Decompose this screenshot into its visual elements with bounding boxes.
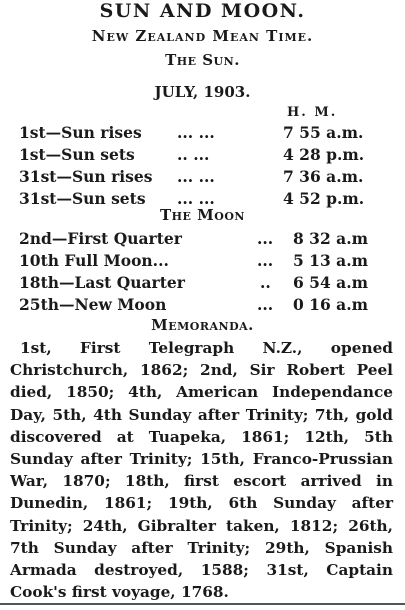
- moon-row-leaders: ...: [257, 295, 274, 314]
- sun-row-time: 7 55 a.m.: [283, 123, 364, 142]
- sun-row-event: 31st—Sun sets: [19, 189, 146, 208]
- moon-row: [0, 294, 405, 316]
- memoranda-text: 1st, First Telegraph N.Z., opened Christchurch, 1862; 2nd, Sir Robert Peel died, 1850; 4th, American Independance Day, 5th, 4th Sunday after Trinity; 7th, gold discovered at Tuapeka, 1861; 12th, 5th Sunday after Trinity; 15th, Franco-Prussian War, 1870; 18th, first escort arrived in Dunedin, 1861; 19th, 6th Sunday after Trinity; 24th, Gibralter taken, 1812; 26th, 7th Sunday after Trinity; 29th, Spanish Armada destroyed, 1588; 31st, Captain Cook's first voyage, 1768.: [10, 339, 393, 602]
- moon-row-event: 25th—New Moon: [19, 295, 167, 314]
- sun-row-leaders: ... ...: [177, 123, 215, 142]
- month-heading: JULY, 1903.: [154, 83, 251, 101]
- column-subtitle: New Zealand Mean Time.: [91, 27, 314, 45]
- sun-row-time: 4 52 p.m.: [283, 189, 365, 208]
- sun-row-leaders: ... ...: [177, 189, 215, 208]
- moon-row-time: 8 32 a.m: [293, 229, 368, 248]
- memoranda-heading: Memoranda.: [151, 316, 254, 334]
- sun-row-event: 1st—Sun rises: [19, 123, 142, 142]
- moon-row-event: 18th—Last Quarter: [19, 273, 185, 292]
- sun-section-heading: The Sun.: [165, 51, 240, 69]
- bottom-rule: [0, 603, 405, 605]
- moon-row-time: 0 16 a.m: [293, 295, 368, 314]
- sun-row: [0, 166, 405, 188]
- moon-row-time: 6 54 a.m: [293, 273, 368, 292]
- sun-row-time: 7 36 a.m.: [283, 167, 364, 186]
- moon-row-leaders: ...: [257, 251, 274, 270]
- moon-row-time: 5 13 a.m: [293, 251, 368, 270]
- moon-section-heading: The Moon: [160, 206, 245, 224]
- sun-row: [0, 144, 405, 166]
- sun-row-time: 4 28 p.m.: [283, 145, 365, 164]
- column-title: SUN AND MOON.: [99, 0, 306, 22]
- units-header: H. M.: [287, 105, 338, 120]
- moon-row: [0, 272, 405, 294]
- moon-row-leaders: ...: [257, 229, 274, 248]
- sun-row: [0, 122, 405, 144]
- moon-row-event: 2nd—First Quarter: [19, 229, 182, 248]
- moon-row: [0, 250, 405, 272]
- moon-row-event: 10th Full Moon...: [19, 251, 169, 270]
- sun-row-event: 31st—Sun rises: [19, 167, 153, 186]
- sun-row-leaders: .. ...: [177, 145, 210, 164]
- moon-row: [0, 228, 405, 250]
- moon-row-leaders: ..: [260, 273, 271, 292]
- sun-row-event: 1st—Sun sets: [19, 145, 135, 164]
- sun-row-leaders: ... ...: [177, 167, 215, 186]
